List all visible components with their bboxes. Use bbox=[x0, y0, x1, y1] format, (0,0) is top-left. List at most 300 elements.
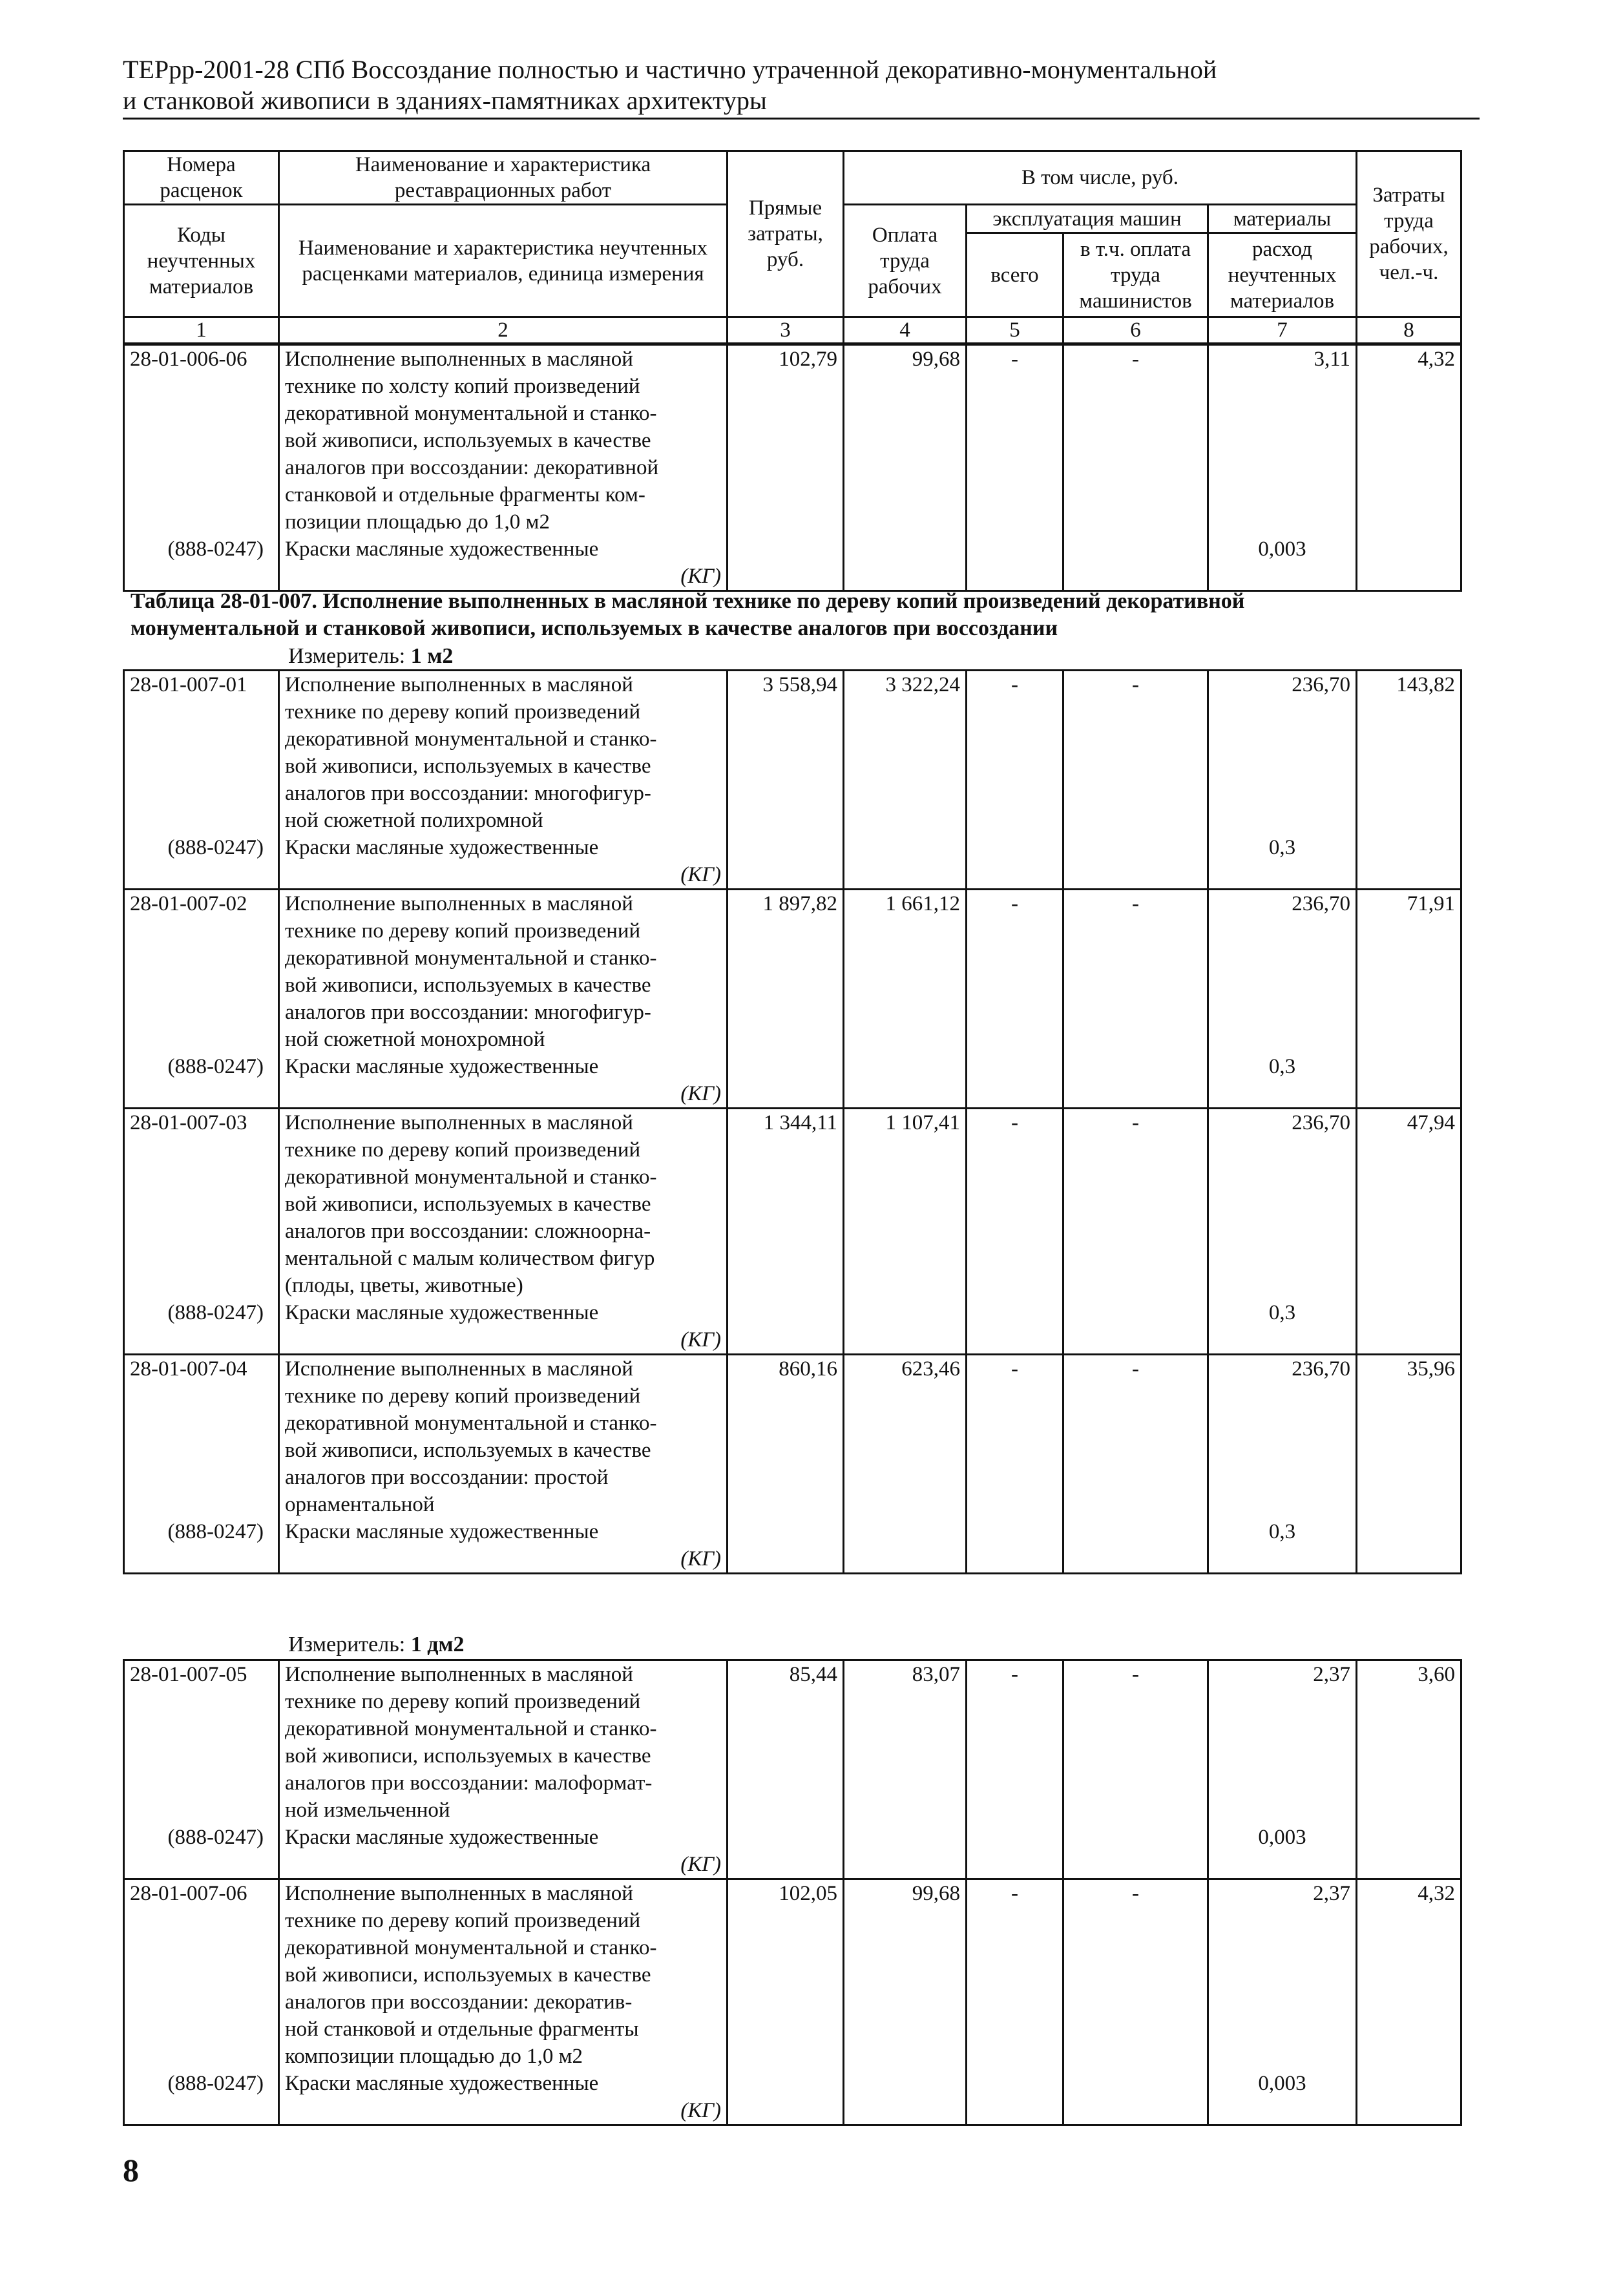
spacer bbox=[130, 1026, 273, 1053]
material-code: (888-0247) bbox=[167, 1055, 264, 1078]
description-line: ной сюжетной монохромной bbox=[285, 1028, 545, 1051]
material-name: Краски масляные художественные bbox=[285, 537, 599, 561]
col-number: 6 bbox=[1063, 317, 1208, 344]
rate-code: 28-01-007-05 bbox=[130, 1663, 247, 1686]
material-name: Краски масляные художественные bbox=[285, 1301, 599, 1324]
description-line: аналогов при воссоздании: сложноорна- bbox=[285, 1220, 651, 1243]
spacer bbox=[1214, 944, 1350, 972]
col-number: 3 bbox=[728, 317, 844, 344]
material-unit: (КГ) bbox=[680, 1547, 721, 1571]
col-hours-header: Затраты труда рабочих, чел.-ч. bbox=[1357, 151, 1461, 317]
materials-cell bbox=[1208, 1660, 1357, 1879]
spacer bbox=[1214, 1688, 1350, 1715]
spacer bbox=[1214, 999, 1350, 1026]
spacer bbox=[1214, 1410, 1350, 1437]
description-line: вой живописи, используемых в качестве bbox=[285, 1193, 651, 1216]
material-unit-row bbox=[285, 1326, 721, 1353]
spacer bbox=[1214, 1272, 1350, 1299]
spacer bbox=[1214, 807, 1350, 834]
material-quantity: 0,003 bbox=[1258, 2072, 1306, 2095]
direct-costs-cell bbox=[728, 1355, 844, 1574]
spacer bbox=[130, 1464, 273, 1491]
direct-costs-cell bbox=[728, 1879, 844, 2125]
spacer bbox=[285, 1547, 290, 1571]
description-line: технике по дереву копий произведений bbox=[285, 919, 641, 943]
machinists-labor: - bbox=[1132, 673, 1139, 696]
rate-code-cell bbox=[124, 1109, 279, 1355]
material-unit-row bbox=[285, 861, 721, 888]
description-line: орнаментальной bbox=[285, 1493, 435, 1516]
spacer bbox=[130, 1742, 273, 1769]
machines-total: - bbox=[1011, 892, 1018, 915]
machines-total: - bbox=[1011, 348, 1018, 371]
description-line: декоративной монументальной и станко- bbox=[285, 402, 657, 425]
measure-unit-m2 bbox=[288, 643, 453, 669]
rate-description-cell bbox=[279, 671, 728, 890]
machines-total-cell bbox=[967, 1660, 1063, 1879]
spacer bbox=[130, 1988, 273, 2016]
labor-hours-cell bbox=[1357, 1109, 1461, 1355]
direct-costs-cell bbox=[728, 1109, 844, 1355]
rates-table-007-m2 bbox=[123, 669, 1462, 1574]
col-group-header: В том числе, руб. bbox=[844, 151, 1357, 205]
col-number: 7 bbox=[1208, 317, 1357, 344]
material-unit: (КГ) bbox=[680, 2099, 721, 2122]
spacer bbox=[130, 1797, 273, 1824]
direct-costs: 3 558,94 bbox=[762, 673, 837, 696]
machinists-labor: - bbox=[1132, 348, 1139, 371]
materials-cost: 2,37 bbox=[1313, 1882, 1350, 1905]
spacer bbox=[1214, 1383, 1350, 1410]
material-unit-row bbox=[285, 563, 721, 590]
rate-description-cell bbox=[279, 1109, 728, 1355]
spacer bbox=[130, 508, 273, 536]
labor-cost: 1 661,12 bbox=[885, 892, 960, 915]
labor-hours-cell bbox=[1357, 890, 1461, 1109]
description-line: вой живописи, используемых в качестве bbox=[285, 1439, 651, 1462]
spacer bbox=[1214, 780, 1350, 807]
spacer bbox=[130, 1136, 273, 1164]
description-line: технике по дереву копий произведений bbox=[285, 1690, 641, 1713]
rate-code: 28-01-007-03 bbox=[130, 1111, 247, 1134]
rate-description-cell bbox=[279, 890, 728, 1109]
machines-total: - bbox=[1011, 1111, 1018, 1134]
rate-row bbox=[124, 1109, 1461, 1355]
labor-hours-cell bbox=[1357, 345, 1461, 591]
spacer bbox=[130, 1080, 273, 1107]
rate-description-cell bbox=[279, 345, 728, 591]
materials-cell bbox=[1208, 671, 1357, 890]
spacer bbox=[1214, 917, 1350, 944]
spacer bbox=[285, 1328, 290, 1352]
description-line: ной сюжетной полихромной bbox=[285, 809, 543, 832]
description-line: декоративной монументальной и станко- bbox=[285, 727, 657, 751]
spacer bbox=[1214, 1797, 1350, 1824]
description-line: технике по дереву копий произведений bbox=[285, 1138, 641, 1162]
description-line: Исполнение выполненных в масляной bbox=[285, 1357, 633, 1381]
spacer bbox=[130, 698, 273, 725]
labor-hours-cell bbox=[1357, 1660, 1461, 1879]
spacer bbox=[1214, 373, 1350, 400]
material-unit: (КГ) bbox=[680, 1082, 721, 1105]
spacer bbox=[285, 863, 290, 886]
machinists-labor-cell bbox=[1063, 1660, 1208, 1879]
measure-unit-dm2 bbox=[288, 1632, 465, 1658]
material-code: (888-0247) bbox=[167, 537, 264, 561]
description-line: вой живописи, используемых в качестве bbox=[285, 429, 651, 452]
measure-label: Измеритель: bbox=[288, 1633, 406, 1656]
spacer bbox=[1214, 1464, 1350, 1491]
spacer bbox=[130, 999, 273, 1026]
material-quantity: 0,3 bbox=[1268, 1520, 1296, 1543]
direct-costs-cell bbox=[728, 890, 844, 1109]
labor-hours: 4,32 bbox=[1418, 348, 1455, 371]
machinists-labor-cell bbox=[1063, 1879, 1208, 2125]
col-material-codes-header: Коды неучтенных материалов bbox=[124, 205, 279, 317]
rates-table-header bbox=[123, 150, 1462, 344]
rate-row bbox=[124, 345, 1461, 591]
col-number: 8 bbox=[1357, 317, 1461, 344]
description-line: Исполнение выполненных в масляной bbox=[285, 892, 633, 915]
spacer bbox=[130, 1961, 273, 1988]
machinists-labor: - bbox=[1132, 1882, 1139, 1905]
rate-code-cell bbox=[124, 1355, 279, 1574]
labor-hours: 47,94 bbox=[1407, 1111, 1455, 1134]
spacer bbox=[130, 2097, 273, 2124]
spacer bbox=[130, 1191, 273, 1218]
rate-code: 28-01-006-06 bbox=[130, 348, 247, 371]
col-number: 1 bbox=[124, 317, 279, 344]
labor-cost-cell bbox=[844, 671, 967, 890]
col-material-name-header: Наименование и характеристика неучтенных расценками материалов, единица измерения bbox=[279, 205, 728, 317]
machinists-labor: - bbox=[1132, 1111, 1139, 1134]
description-line: вой живописи, используемых в качестве bbox=[285, 1744, 651, 1768]
col-materials-header: материалы bbox=[1208, 205, 1357, 233]
spacer bbox=[130, 481, 273, 508]
direct-costs: 85,44 bbox=[789, 1663, 837, 1686]
machinists-labor: - bbox=[1132, 1357, 1139, 1381]
col-machines-header: эксплуатация машин bbox=[967, 205, 1208, 233]
labor-cost-cell bbox=[844, 1109, 967, 1355]
direct-costs: 102,79 bbox=[779, 348, 837, 371]
material-unit: (КГ) bbox=[680, 863, 721, 886]
rate-code: 28-01-007-01 bbox=[130, 673, 247, 696]
rate-description-cell bbox=[279, 1355, 728, 1574]
spacer bbox=[1214, 698, 1350, 725]
material-name: Краски масляные художественные bbox=[285, 2072, 599, 2095]
spacer bbox=[285, 1853, 290, 1876]
rate-description-cell bbox=[279, 1879, 728, 2125]
spacer bbox=[1214, 1437, 1350, 1464]
machines-total-cell bbox=[967, 671, 1063, 890]
labor-cost: 99,68 bbox=[912, 348, 960, 371]
spacer bbox=[130, 1907, 273, 1934]
machines-total-cell bbox=[967, 890, 1063, 1109]
spacer bbox=[1214, 2043, 1350, 2070]
spacer bbox=[285, 565, 290, 588]
labor-hours-cell bbox=[1357, 1879, 1461, 2125]
spacer bbox=[130, 1769, 273, 1797]
spacer bbox=[130, 780, 273, 807]
table-caption-line-2: монументальной и станковой живописи, используемых в качестве аналогов при воссоздании bbox=[131, 616, 1058, 640]
col-number: 4 bbox=[844, 317, 967, 344]
direct-costs-cell bbox=[728, 671, 844, 890]
materials-cost: 236,70 bbox=[1292, 1111, 1350, 1134]
spacer bbox=[1214, 454, 1350, 481]
spacer bbox=[130, 1688, 273, 1715]
col-number: 2 bbox=[279, 317, 728, 344]
spacer bbox=[130, 2016, 273, 2043]
spacer bbox=[130, 944, 273, 972]
spacer bbox=[130, 972, 273, 999]
spacer bbox=[1214, 1934, 1350, 1961]
material-unit-row bbox=[285, 1080, 721, 1107]
machinists-labor: - bbox=[1132, 892, 1139, 915]
description-line: декоративной монументальной и станко- bbox=[285, 1412, 657, 1435]
spacer bbox=[130, 454, 273, 481]
spacer bbox=[1214, 1769, 1350, 1797]
rate-code-cell bbox=[124, 1879, 279, 2125]
material-code: (888-0247) bbox=[167, 1520, 264, 1543]
materials-cell bbox=[1208, 345, 1357, 591]
description-line: аналогов при воссоздании: многофигур- bbox=[285, 782, 651, 805]
spacer bbox=[1214, 1742, 1350, 1769]
machinists-labor: - bbox=[1132, 1663, 1139, 1686]
labor-cost-cell bbox=[844, 1660, 967, 1879]
machines-total: - bbox=[1011, 1882, 1018, 1905]
spacer bbox=[1214, 481, 1350, 508]
spacer bbox=[130, 1491, 273, 1518]
machinists-labor-cell bbox=[1063, 1109, 1208, 1355]
col-number: 5 bbox=[967, 317, 1063, 344]
spacer bbox=[130, 1164, 273, 1191]
direct-costs: 1 897,82 bbox=[762, 892, 837, 915]
machines-total-cell bbox=[967, 1879, 1063, 2125]
spacer bbox=[1214, 1491, 1350, 1518]
header-line-2: и станковой живописи в зданиях-памятниках архитектуры bbox=[123, 86, 767, 115]
direct-costs-cell bbox=[728, 1660, 844, 1879]
description-line: Исполнение выполненных в масляной bbox=[285, 1663, 633, 1686]
labor-cost-cell bbox=[844, 1879, 967, 2125]
spacer bbox=[130, 1851, 273, 1878]
materials-cost: 236,70 bbox=[1292, 673, 1350, 696]
material-quantity: 0,003 bbox=[1258, 1826, 1306, 1849]
machinists-labor-cell bbox=[1063, 671, 1208, 890]
materials-cost: 236,70 bbox=[1292, 892, 1350, 915]
machinists-labor-cell bbox=[1063, 1355, 1208, 1574]
machines-total-cell bbox=[967, 345, 1063, 591]
description-line: ной станковой и отдельные фрагменты bbox=[285, 2018, 639, 2041]
material-name: Краски масляные художественные bbox=[285, 1520, 599, 1543]
spacer bbox=[130, 1218, 273, 1245]
spacer bbox=[130, 1410, 273, 1437]
table-caption bbox=[131, 588, 1487, 642]
description-line: вой живописи, используемых в качестве bbox=[285, 1963, 651, 1987]
description-line: декоративной монументальной и станко- bbox=[285, 1936, 657, 1959]
spacer bbox=[130, 1715, 273, 1742]
labor-cost: 1 107,41 bbox=[885, 1111, 960, 1134]
rate-code: 28-01-007-06 bbox=[130, 1882, 247, 1905]
labor-cost: 3 322,24 bbox=[885, 673, 960, 696]
rate-description-cell bbox=[279, 1660, 728, 1879]
spacer bbox=[130, 725, 273, 753]
description-line: Исполнение выполненных в масляной bbox=[285, 1882, 633, 1905]
direct-costs: 860,16 bbox=[779, 1357, 837, 1381]
material-unit-row bbox=[285, 1545, 721, 1572]
spacer bbox=[1214, 2016, 1350, 2043]
description-line: технике по дереву копий произведений bbox=[285, 700, 641, 724]
spacer bbox=[130, 1383, 273, 1410]
machines-total: - bbox=[1011, 1663, 1018, 1686]
col-rate-number-header: Номера расценок bbox=[124, 151, 279, 205]
spacer bbox=[130, 563, 273, 590]
machines-total-cell bbox=[967, 1109, 1063, 1355]
col-labor-header: Оплата труда рабочих bbox=[844, 205, 967, 317]
rate-code-cell bbox=[124, 890, 279, 1109]
labor-cost: 623,46 bbox=[901, 1357, 960, 1381]
rate-code: 28-01-007-02 bbox=[130, 892, 247, 915]
spacer bbox=[130, 373, 273, 400]
labor-hours-cell bbox=[1357, 671, 1461, 890]
spacer bbox=[130, 917, 273, 944]
machines-total: - bbox=[1011, 1357, 1018, 1381]
spacer bbox=[1214, 1218, 1350, 1245]
materials-cost: 2,37 bbox=[1313, 1663, 1350, 1686]
description-line: вой живописи, используемых в качестве bbox=[285, 755, 651, 778]
rate-row bbox=[124, 1879, 1461, 2125]
spacer bbox=[130, 753, 273, 780]
measure-value: 1 дм2 bbox=[410, 1633, 465, 1656]
spacer bbox=[1214, 1245, 1350, 1272]
material-unit-row bbox=[285, 1851, 721, 1878]
material-unit: (КГ) bbox=[680, 1328, 721, 1352]
materials-cost: 236,70 bbox=[1292, 1357, 1350, 1381]
spacer bbox=[1214, 400, 1350, 427]
labor-hours-cell bbox=[1357, 1355, 1461, 1574]
machinists-labor-cell bbox=[1063, 345, 1208, 591]
description-line: аналогов при воссоздании: малоформат- bbox=[285, 1771, 653, 1795]
labor-hours: 4,32 bbox=[1418, 1882, 1455, 1905]
material-code: (888-0247) bbox=[167, 1826, 264, 1849]
description-line: технике по холсту копий произведений bbox=[285, 375, 640, 398]
spacer bbox=[130, 1272, 273, 1299]
rates-table-007-dm2 bbox=[123, 1659, 1462, 2126]
direct-costs-cell bbox=[728, 345, 844, 591]
description-line: ментальной с малым количеством фигур bbox=[285, 1247, 655, 1270]
description-line: декоративной монументальной и станко- bbox=[285, 1717, 657, 1740]
materials-cost: 3,11 bbox=[1314, 348, 1350, 371]
description-line: аналогов при воссоздании: декоратив- bbox=[285, 1990, 633, 2014]
spacer bbox=[1214, 725, 1350, 753]
rates-table-006 bbox=[123, 344, 1462, 592]
materials-cell bbox=[1208, 890, 1357, 1109]
material-code: (888-0247) bbox=[167, 1301, 264, 1324]
spacer bbox=[1214, 1136, 1350, 1164]
labor-hours: 71,91 bbox=[1407, 892, 1455, 915]
machines-total-cell bbox=[967, 1355, 1063, 1574]
col-material-consumption-header: расход неучтенных материалов bbox=[1208, 233, 1357, 317]
description-line: аналогов при воссоздании: простой bbox=[285, 1466, 609, 1489]
spacer bbox=[1214, 1907, 1350, 1934]
labor-hours: 143,82 bbox=[1396, 673, 1455, 696]
material-code: (888-0247) bbox=[167, 2072, 264, 2095]
material-quantity: 0,003 bbox=[1258, 537, 1306, 561]
document-header bbox=[123, 54, 1480, 116]
header-line-1: ТЕРрр-2001-28 СПб Воссоздание полностью и частично утраченной декоративно-монументальной bbox=[123, 55, 1217, 84]
labor-hours: 3,60 bbox=[1418, 1663, 1455, 1686]
spacer bbox=[285, 2099, 290, 2122]
col-direct-costs-header: Прямые затраты, руб. bbox=[728, 151, 844, 317]
material-code: (888-0247) bbox=[167, 836, 264, 859]
labor-cost: 83,07 bbox=[912, 1663, 960, 1686]
header-rule bbox=[123, 118, 1480, 120]
material-quantity: 0,3 bbox=[1268, 836, 1296, 859]
spacer bbox=[130, 1545, 273, 1572]
description-line: композиции площадью до 1,0 м2 bbox=[285, 2045, 583, 2068]
spacer bbox=[1214, 753, 1350, 780]
description-line: Исполнение выполненных в масляной bbox=[285, 348, 633, 371]
labor-hours: 35,96 bbox=[1407, 1357, 1455, 1381]
spacer bbox=[1214, 972, 1350, 999]
description-line: аналогов при воссоздании: многофигур- bbox=[285, 1001, 651, 1024]
rate-code-cell bbox=[124, 671, 279, 890]
rate-row bbox=[124, 671, 1461, 890]
spacer bbox=[130, 427, 273, 454]
spacer bbox=[1214, 1715, 1350, 1742]
spacer bbox=[1214, 508, 1350, 536]
col-machines-total-header: всего bbox=[967, 233, 1063, 317]
description-line: Исполнение выполненных в масляной bbox=[285, 673, 633, 696]
spacer bbox=[130, 1934, 273, 1961]
page-number: 8 bbox=[123, 2152, 139, 2188]
description-line: технике по дереву копий произведений bbox=[285, 1384, 641, 1408]
description-line: ной измельченной bbox=[285, 1799, 450, 1822]
spacer bbox=[1214, 1988, 1350, 2016]
material-quantity: 0,3 bbox=[1268, 1301, 1296, 1324]
spacer bbox=[1214, 1026, 1350, 1053]
materials-cell bbox=[1208, 1109, 1357, 1355]
spacer bbox=[130, 1326, 273, 1353]
column-numbers-row bbox=[124, 317, 1461, 344]
material-quantity: 0,3 bbox=[1268, 1055, 1296, 1078]
rate-row bbox=[124, 1355, 1461, 1574]
spacer bbox=[130, 1245, 273, 1272]
measure-label: Измеритель: bbox=[288, 644, 406, 668]
material-unit-row bbox=[285, 2097, 721, 2124]
spacer bbox=[1214, 1164, 1350, 1191]
spacer bbox=[1214, 1961, 1350, 1988]
labor-cost-cell bbox=[844, 1355, 967, 1574]
material-name: Краски масляные художественные bbox=[285, 1826, 599, 1849]
spacer bbox=[1214, 1191, 1350, 1218]
direct-costs: 1 344,11 bbox=[763, 1111, 837, 1134]
material-name: Краски масляные художественные bbox=[285, 1055, 599, 1078]
description-line: (плоды, цветы, животные) bbox=[285, 1274, 523, 1297]
description-line: аналогов при воссоздании: декоративной bbox=[285, 456, 659, 479]
rate-code-cell bbox=[124, 345, 279, 591]
rate-code: 28-01-007-04 bbox=[130, 1357, 247, 1381]
spacer bbox=[1214, 427, 1350, 454]
material-unit: (КГ) bbox=[680, 1853, 721, 1876]
description-line: декоративной монументальной и станко- bbox=[285, 1165, 657, 1189]
rate-row bbox=[124, 1660, 1461, 1879]
measure-value: 1 м2 bbox=[410, 644, 454, 668]
spacer bbox=[130, 1437, 273, 1464]
col-machinists-labor-header: в т.ч. оплата труда машинистов bbox=[1063, 233, 1208, 317]
table-caption-line-1: Таблица 28-01-007. Исполнение выполненных в масляной технике по дереву копий произведений декоративной bbox=[131, 589, 1245, 613]
materials-cell bbox=[1208, 1355, 1357, 1574]
description-line: станковой и отдельные фрагменты ком- bbox=[285, 483, 645, 506]
